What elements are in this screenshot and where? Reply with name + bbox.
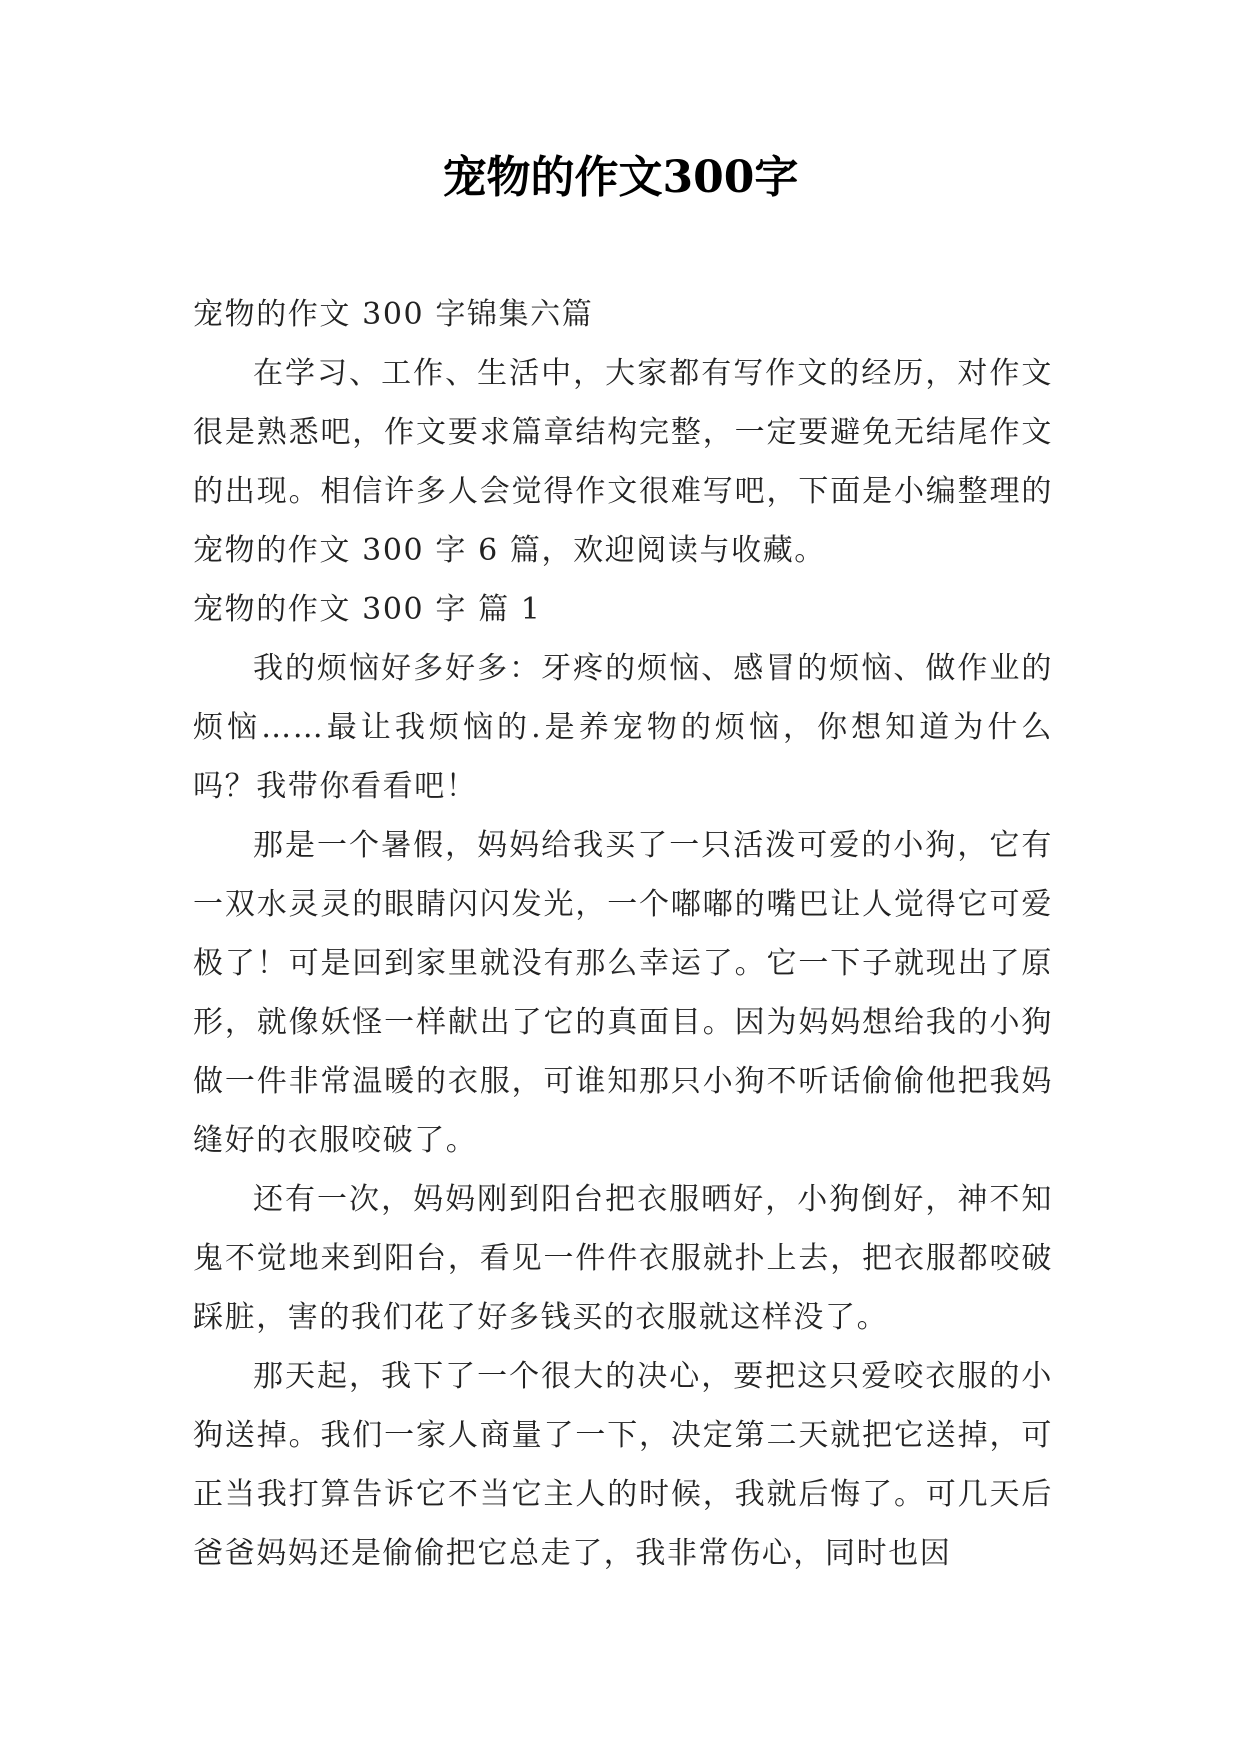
body-paragraph: 那天起，我下了一个很大的决心，要把这只爱咬衣服的小狗送掉。我们一家人商量了一下，决定第二天就把它送掉，可正当我打算告诉它不当它主人的时候，我就后悔了。可几天后爸爸妈妈还是偷偷把它总走了，我非常伤心，同时也因	[193, 1359, 1053, 1571]
document-title: 宠物的作文300字	[442, 152, 799, 203]
section-heading: 宠物的作文 300 字 篇 1	[193, 592, 542, 627]
intro-paragraph: 在学习、工作、生活中，大家都有写作文的经历，对作文很是熟悉吧，作文要求篇章结构完整，一定要避免无结尾作文的出现。相信许多人会觉得作文很难写吧，下面是小编整理的宠物的作文 300 字 6 篇，欢迎阅读与收藏。	[193, 356, 1053, 568]
body-paragraph: 那是一个暑假，妈妈给我买了一只活泼可爱的小狗，它有一双水灵灵的眼睛闪闪发光，一个嘟嘟的嘴巴让人觉得它可爱极了！可是回到家里就没有那么幸运了。它一下子就现出了原形，就像妖怪一样献出了它的真面目。因为妈妈想给我的小狗做一件非常温暖的衣服，可谁知那只小狗不听话偷偷他把我妈缝好的衣服咬破了。	[193, 828, 1053, 1158]
body-paragraph: 还有一次，妈妈刚到阳台把衣服晒好，小狗倒好，神不知鬼不觉地来到阳台，看见一件件衣服就扑上去，把衣服都咬破踩脏，害的我们花了好多钱买的衣服就这样没了。	[193, 1182, 1053, 1335]
body-paragraph: 我的烦恼好多好多：牙疼的烦恼、感冒的烦恼、做作业的烦恼……最让我烦恼的.是养宠物的烦恼，你想知道为什么吗？我带你看看吧！	[193, 651, 1053, 804]
document-body	[193, 285, 1053, 1583]
collection-heading: 宠物的作文 300 字锦集六篇	[193, 297, 594, 332]
